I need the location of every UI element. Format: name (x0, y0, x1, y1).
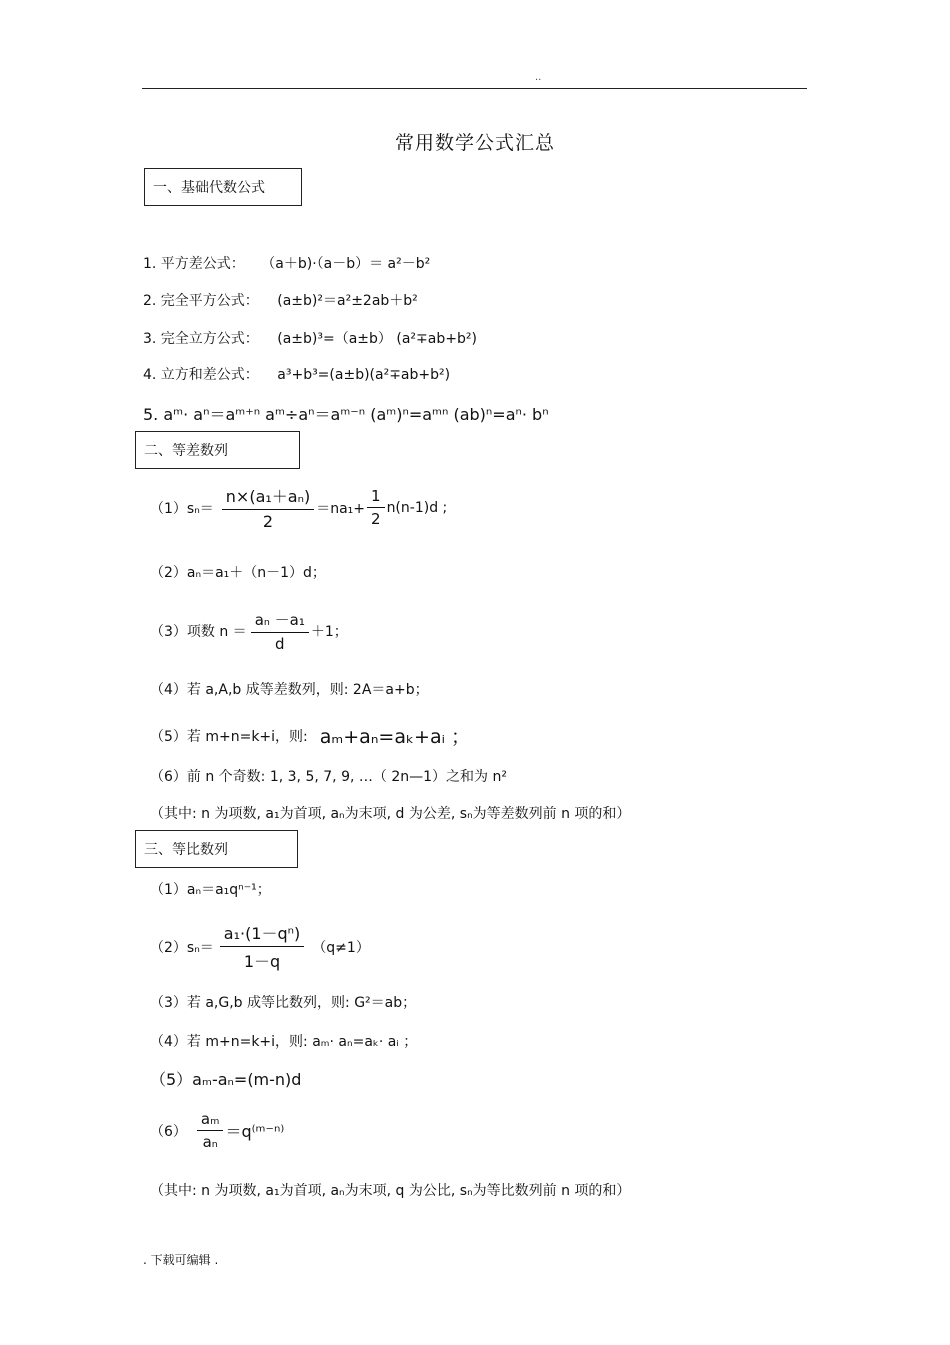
fraction-numerator: aₙ －a₁ (251, 609, 309, 633)
arith-formula-6 (150, 766, 507, 786)
sum-fraction (222, 484, 314, 531)
geo-formula-5 (150, 1067, 301, 1090)
fraction-numerator: a₁·(1－qⁿ) (220, 921, 305, 947)
arith-formula-4 (150, 679, 429, 699)
formula-row-2 (143, 290, 418, 310)
header-rule (142, 88, 807, 89)
formula-expression: aₘ+aₙ=aₖ+aᵢ ； (319, 726, 471, 748)
formula-expression: （5）aₘ-aₙ=(m-n)d (150, 1070, 302, 1089)
formula-suffix: ＋1； (310, 624, 348, 640)
formula-suffix: ＝q⁽ᵐ⁻ⁿ⁾ (225, 1122, 285, 1141)
section-heading-label: 三、等比数列 (144, 842, 228, 858)
note-text: （其中: n 为项数, a₁为首项, aₙ为末项, d 为公差, sₙ为等差数列前 n 项的和） (150, 806, 631, 822)
formula-expression: a³+b³=(a±b)(a²∓ab+b²) (277, 367, 451, 383)
formula-row-4 (143, 364, 450, 384)
formula-label: 4. 立方和差公式： (143, 367, 259, 383)
formula-prefix: （3）项数 n ＝ (150, 624, 247, 640)
formula-prefix: （2）sₙ＝ (150, 939, 214, 956)
note-text: （其中: n 为项数, a₁为首项, aₙ为末项, q 为公比, sₙ为等比数列前 n 项的和） (150, 1183, 631, 1199)
ratio-fraction (197, 1110, 224, 1151)
formula-suffix: （q≠1） (312, 939, 370, 956)
section-heading-label: 二、等差数列 (144, 443, 228, 459)
formula-expression: (a±b)³=（a±b） (a²∓ab+b²) (277, 331, 477, 347)
geo-note (150, 1180, 630, 1200)
fraction-denominator: 2 (262, 512, 274, 531)
formula-label: 2. 完全平方公式： (143, 293, 259, 309)
fraction-numerator: 1 (367, 487, 385, 508)
header-mark: .. (535, 72, 542, 83)
formula-expression: （4）若 a,A,b 成等差数列，则: 2A＝a+b； (150, 682, 429, 698)
formula-suffix: n(n-1)d ; (386, 499, 448, 516)
fraction-denominator: 2 (371, 510, 381, 528)
formula-prefix: （6） (150, 1123, 187, 1140)
formula-expression: （1）aₙ＝a₁qⁿ⁻¹； (150, 882, 271, 898)
formula-expression: （3）若 a,G,b 成等比数列，则: G²＝ab； (150, 995, 417, 1011)
geo-formula-4 (150, 1031, 417, 1051)
section-heading-label: 一、基础代数公式 (153, 180, 265, 196)
fraction-numerator: aₘ (197, 1110, 224, 1131)
formula-prefix: （1）sₙ＝ (150, 500, 214, 517)
fraction-denominator: d (275, 635, 285, 653)
geo-formula-6 (150, 1110, 284, 1151)
formula-row-1 (143, 253, 430, 273)
section-heading-algebra (144, 168, 302, 206)
geo-formula-1 (150, 879, 271, 899)
formula-row-3 (143, 328, 477, 348)
fraction-denominator: 1－q (243, 952, 281, 971)
arith-note (150, 803, 630, 823)
arith-formula-2 (150, 562, 326, 582)
formula-label: 3. 完全立方公式： (143, 331, 259, 347)
count-fraction (251, 609, 309, 653)
half-fraction (367, 487, 385, 528)
geo-formula-3 (150, 992, 416, 1012)
formula-expression: （2）aₙ＝a₁＋（n－1）d； (150, 565, 326, 581)
formula-expression: （6）前 n 个奇数: 1, 3, 5, 7, 9, …（ 2n—1）之和为 n² (150, 769, 507, 785)
arith-formula-1 (150, 484, 447, 531)
geo-formula-2 (150, 921, 370, 972)
formula-row-5 (143, 402, 549, 425)
geo-sum-fraction (220, 921, 305, 972)
formula-expression: （4）若 m+n=k+i，则: aₘ· aₙ=aₖ· aᵢ ； (150, 1034, 418, 1050)
fraction-numerator: n×(a₁＋aₙ) (222, 484, 314, 510)
formula-expression: (a±b)²＝a²±2ab＋b² (277, 293, 418, 309)
formula-label: 1. 平方差公式： (143, 256, 245, 272)
formula-middle: ＝na₁+ (316, 500, 366, 517)
formula-prefix: （5）若 m+n=k+i，则: (150, 728, 308, 745)
fraction-denominator: aₙ (202, 1133, 218, 1151)
arith-formula-3 (150, 609, 348, 653)
formula-expression: 5. aᵐ· aⁿ＝aᵐ⁺ⁿ aᵐ÷aⁿ＝aᵐ⁻ⁿ (aᵐ)ⁿ=aᵐⁿ (ab)ⁿ=aⁿ· bⁿ (143, 405, 549, 424)
page-title: 常用数学公式汇总 (394, 132, 555, 154)
formula-expression: （a＋b)·（a－b）＝ a²－b² (261, 256, 431, 272)
arith-formula-5 (150, 722, 470, 749)
footer-note: . 下载可编辑 . (143, 1253, 219, 1267)
section-heading-geometric (135, 830, 298, 868)
section-heading-arithmetic (135, 431, 300, 469)
